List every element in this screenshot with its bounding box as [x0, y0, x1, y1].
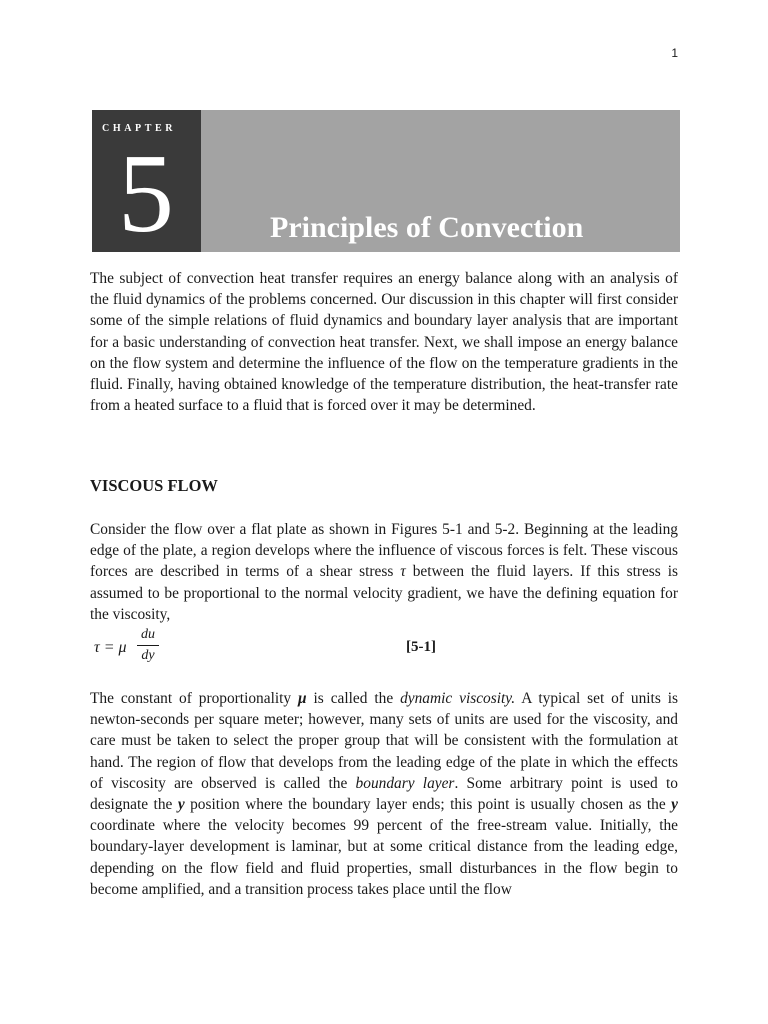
- dynamic-viscosity-paragraph: [90, 688, 678, 900]
- viscosity-equation: [90, 626, 678, 672]
- y-symbol: y: [671, 796, 678, 814]
- equation-lhs: τ = μ: [94, 639, 127, 656]
- page-number: 1: [671, 46, 678, 60]
- equation-label: [5-1]: [406, 639, 436, 655]
- tau-symbol: τ: [400, 563, 406, 581]
- term-dynamic-viscosity: dynamic viscosity.: [400, 690, 516, 707]
- fraction-denominator: dy: [141, 648, 155, 663]
- chapter-title: Principles of Convection: [270, 211, 584, 244]
- paragraph-text: coordinate where the velocity becomes 99 percent of the free-stream value. Initially, the boundary-layer development is laminar, but at some critical distance from the leading edge, depending on the flow field and fluid properties, small disturbances in the flow begin to become amplified, and a transition process takes place until the flow: [90, 817, 678, 898]
- mu-symbol: μ: [298, 690, 307, 707]
- paragraph-text: A typical set of units is newton-seconds per square meter; however, many sets of units are used for the viscosity, and care must be taken to select the proper group that will be consistent with the formulation at hand. The region of flow that develops from the leading edge of the plate in which the effects of viscosity are observed is called the: [90, 690, 678, 792]
- paragraph-text: position where the boundary layer ends; this point is usually chosen as the: [190, 796, 666, 814]
- paragraph-text: is called the: [313, 690, 394, 707]
- viscous-flow-paragraph: [90, 519, 678, 625]
- y-symbol: y: [177, 796, 185, 814]
- chapter-word: CHAPTER: [102, 123, 177, 134]
- chapter-number: 5: [118, 132, 174, 256]
- paragraph-text: The constant of proportionality: [90, 690, 292, 707]
- fraction-bar: [137, 645, 159, 646]
- section-heading: VISCOUS FLOW: [90, 476, 218, 495]
- intro-paragraph: The subject of convection heat transfer requires an energy balance along with an analysis of the fluid dynamics of the problems concerned. Our discussion in this chapter will first consider some of the simple relations of fluid dynamics and boundary layer analysis that are important for a basic understanding of convection heat transfer. Next, we shall impose an energy balance on the flow system and determine the influence of the flow on the temperature gradients in the fluid. Finally, having obtained knowledge of the temperature distribution, the heat-transfer rate from a heated surface to a fluid that is forced over it may be determined.: [90, 270, 678, 415]
- term-boundary-layer: boundary layer: [355, 774, 455, 792]
- paragraph-text: Consider the flow over a flat plate as shown in Figures 5-1 and 5-2. Beginning at the leading edge of the plate, a region develops where the influence of viscous forces is felt. These viscous forces are described in terms of a shear stress: [90, 521, 678, 581]
- equation-fraction: [137, 626, 159, 665]
- chapter-banner: [92, 110, 680, 256]
- paragraph-text: between the fluid layers. If this stress is assumed to be proportional to the normal velocity gradient, we have the defining equation for the viscosity,: [90, 563, 678, 623]
- chapter-number-box: [92, 110, 201, 256]
- fraction-numerator: du: [141, 627, 155, 642]
- paragraph-text: . Some arbitrary point is used to designate the: [90, 774, 678, 814]
